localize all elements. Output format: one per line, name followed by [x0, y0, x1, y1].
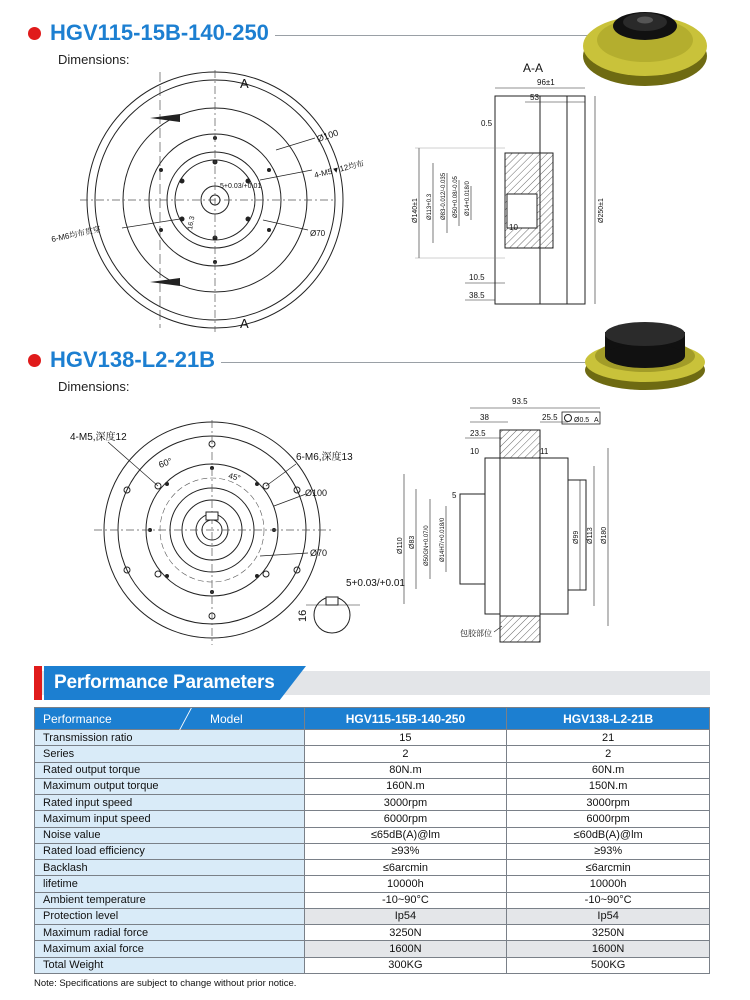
row-value: ≤65dB(A)@lm: [304, 827, 507, 843]
dim-label: Ø113+0.3: [427, 193, 433, 220]
row-label: Rated output torque: [35, 762, 305, 778]
footnote: Note: Specifications are subject to change without prior notice.: [34, 978, 297, 989]
row-value: 150N.m: [507, 778, 710, 794]
dim-label: Ø99: [573, 530, 580, 544]
section-view-drawing-2: [390, 394, 620, 644]
header-performance-label: Performance: [43, 712, 112, 726]
row-value: ≤6arcmin: [304, 860, 507, 876]
dim-label: 53: [530, 93, 539, 102]
dim-label: Ø113: [587, 527, 594, 544]
row-value: 500KG: [507, 957, 710, 973]
header-cell-performance: [35, 708, 305, 730]
row-label: Ambient temperature: [35, 892, 305, 908]
red-bullet-icon: [28, 27, 41, 40]
dim-label: 10: [470, 447, 479, 456]
row-label: Noise value: [35, 827, 305, 843]
callout-label: 包胶部位: [460, 629, 492, 638]
row-value: 3000rpm: [304, 795, 507, 811]
table-row: [35, 778, 710, 794]
dim-label: Ø250±1: [598, 198, 605, 223]
row-label: Rated input speed: [35, 795, 305, 811]
row-value: ≤6arcmin: [507, 860, 710, 876]
row-label: lifetime: [35, 876, 305, 892]
row-value: 3000rpm: [507, 795, 710, 811]
dim-label: 16.3: [187, 215, 197, 231]
dim-label: Ø180: [601, 526, 608, 544]
dim-label: Ø100: [315, 127, 340, 144]
row-label: Maximum output torque: [35, 778, 305, 794]
row-value: 6000rpm: [304, 811, 507, 827]
row-value: 60N.m: [507, 762, 710, 778]
table-row: [35, 876, 710, 892]
dim-label: Ø14+0.018/0: [465, 181, 471, 216]
product-title-2: [28, 347, 588, 373]
table-row: [35, 811, 710, 827]
table-row: [35, 892, 710, 908]
dim-label: Ø50+0.08/-0.05: [453, 176, 459, 218]
section-mark-bottom: A: [240, 316, 249, 331]
header-divider: [179, 708, 192, 730]
table-row: [35, 762, 710, 778]
table-header-row: [35, 708, 710, 730]
table-row: [35, 860, 710, 876]
row-label: Protection level: [35, 908, 305, 924]
dimensions-label: Dimensions:: [58, 379, 130, 394]
row-value: 3250N: [304, 925, 507, 941]
row-value: 1600N: [304, 941, 507, 957]
dimensions-label: Dimensions:: [58, 52, 130, 67]
product-photo-2: [580, 322, 710, 394]
dim-label: 60°: [157, 455, 174, 470]
header-accent: [34, 666, 42, 700]
dim-label: 38.5: [469, 291, 485, 300]
dim-label: 5+0.03/+0.01: [220, 183, 262, 190]
product-name: HGV138-L2-21B: [50, 347, 216, 372]
table-row: [35, 957, 710, 973]
dim-label: 93.5: [512, 397, 528, 406]
row-label: Rated load efficiency: [35, 843, 305, 859]
row-label: Series: [35, 746, 305, 762]
dim-label: Ø70: [310, 229, 326, 238]
row-value: ≥93%: [304, 843, 507, 859]
table-row: [35, 925, 710, 941]
row-value: 2: [507, 746, 710, 762]
dim-label: 38: [480, 413, 489, 422]
dim-label: 96±1: [537, 78, 555, 87]
dim-label: 5+0.03/+0.01: [346, 578, 405, 589]
row-value: 1600N: [507, 941, 710, 957]
performance-section-header: [34, 666, 710, 700]
row-label: Backlash: [35, 860, 305, 876]
tolerance-label: Ø0.5: [574, 417, 590, 424]
front-view-drawing-1: [40, 70, 366, 335]
section-view-drawing-1: [395, 58, 610, 320]
row-label: Maximum radial force: [35, 925, 305, 941]
row-label: Transmission ratio: [35, 730, 305, 746]
dim-label: 6-M6,深度13: [296, 452, 353, 463]
dim-label: 10.5: [469, 273, 485, 282]
row-value: 2: [304, 746, 507, 762]
section-title: A-A: [523, 61, 544, 75]
row-value: ≥93%: [507, 843, 710, 859]
dim-label: 4-M5,深度12: [70, 432, 127, 443]
header-model-2: HGV138-L2-21B: [507, 708, 710, 730]
row-value: Ip54: [304, 908, 507, 924]
dim-label: 5: [452, 491, 457, 500]
red-bullet-icon: [28, 354, 41, 367]
row-value: 3250N: [507, 925, 710, 941]
datum-label: A: [594, 417, 599, 424]
row-value: 6000rpm: [507, 811, 710, 827]
section-mark-top: A: [240, 76, 249, 91]
table-row: [35, 827, 710, 843]
dim-label: 0.5: [481, 119, 493, 128]
title-rule: [275, 35, 588, 36]
performance-table: [34, 707, 710, 974]
dim-label: Ø110: [397, 537, 404, 554]
table-body: [35, 730, 710, 974]
dim-label: 6-M6均布贯穿: [50, 224, 102, 244]
dim-label: 45°: [227, 471, 242, 483]
table-row: [35, 746, 710, 762]
row-value: 10000h: [304, 876, 507, 892]
row-value: 15: [304, 730, 507, 746]
row-label: Total Weight: [35, 957, 305, 973]
row-value: -10~90°C: [507, 892, 710, 908]
dim-label: 16: [297, 609, 309, 622]
row-value: 80N.m: [304, 762, 507, 778]
dim-label: Ø50GN+0.07/0: [424, 525, 430, 566]
row-label: Maximum input speed: [35, 811, 305, 827]
dim-label: Ø100: [305, 488, 328, 498]
table-row: [35, 843, 710, 859]
product-title-1: [28, 20, 588, 46]
row-value: 21: [507, 730, 710, 746]
dim-label: Ø140±1: [412, 198, 419, 223]
table-row: [35, 941, 710, 957]
dim-label: 10: [509, 223, 518, 232]
dim-label: Ø83-0.012/-0.035: [441, 172, 447, 220]
title-rule: [221, 362, 588, 363]
dim-label: Ø70: [310, 548, 328, 558]
table-row: [35, 795, 710, 811]
section-title: Performance Parameters: [54, 672, 275, 693]
row-value: 160N.m: [304, 778, 507, 794]
row-value: -10~90°C: [304, 892, 507, 908]
row-value: 10000h: [507, 876, 710, 892]
header-model-1: HGV115-15B-140-250: [304, 708, 507, 730]
row-value: ≤60dB(A)@lm: [507, 827, 710, 843]
dim-label: 25.5: [542, 413, 558, 422]
table-row: [35, 908, 710, 924]
dim-label: Ø14H7/+0.018/0: [440, 517, 446, 562]
row-value: 300KG: [304, 957, 507, 973]
table-row: [35, 730, 710, 746]
dim-label: 4-M5▼12均布: [313, 158, 366, 180]
dim-label: 23.5: [470, 429, 486, 438]
product-name: HGV115-15B-140-250: [50, 20, 269, 45]
header-model-label: Model: [210, 712, 243, 726]
row-label: Maximum axial force: [35, 941, 305, 957]
dim-label: Ø83: [409, 535, 416, 549]
row-value: Ip54: [507, 908, 710, 924]
dim-label: 11: [540, 447, 549, 456]
